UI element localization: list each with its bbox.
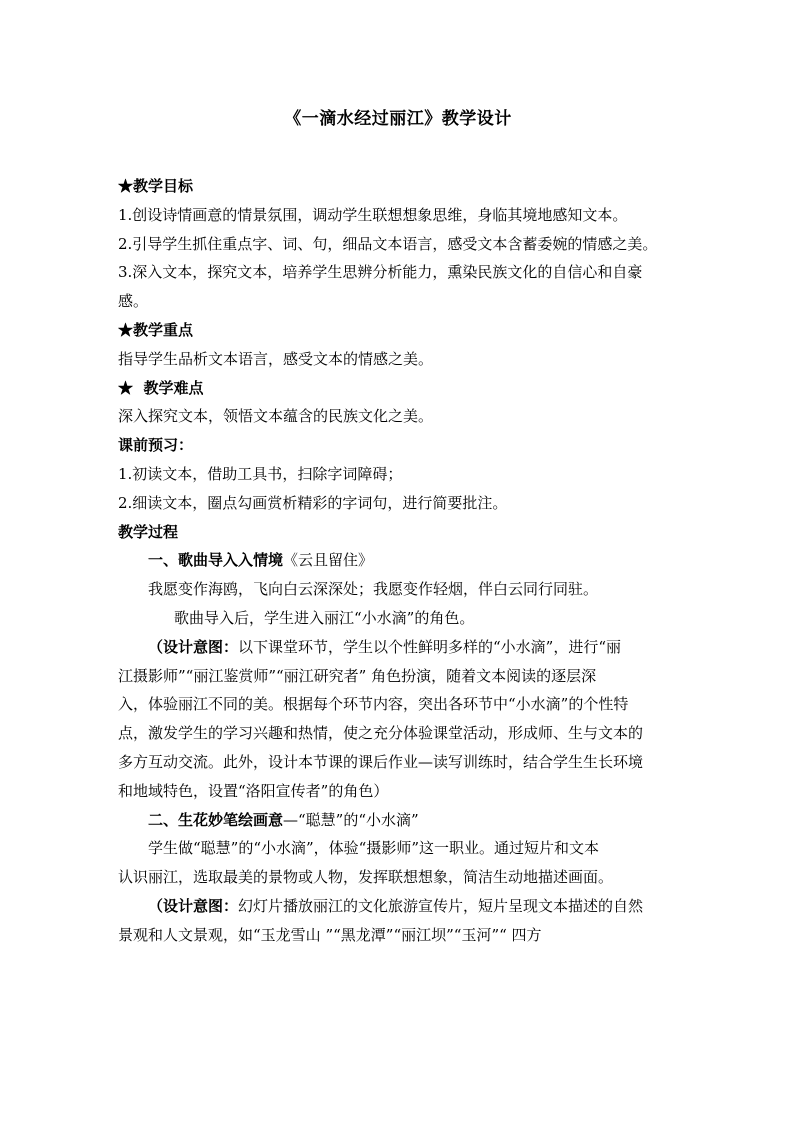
section1-heading-rest: 《云且留住》	[283, 551, 374, 570]
section2-note-label: （设计意图：	[148, 896, 239, 915]
section2-note-line-1	[118, 892, 678, 921]
goals-heading: ★教学目标	[118, 177, 194, 195]
document-body	[118, 172, 678, 950]
goal-item-1: 1.创设诗情画意的情景氛围，调动学生联想想象思维，身临其境地感知文本。	[118, 205, 628, 224]
key-heading: ★教学重点	[118, 320, 194, 339]
preview-item-2: 2.细读文本，圈点勾画赏析精彩的字词句，进行简要批注。	[118, 493, 508, 512]
preview-item-1: 1.初读文本，借助工具书，扫除字词障碍；	[118, 464, 403, 483]
section1-note-line-6: 和地域特色，设置“洛阳宣传者”的角色）	[118, 781, 389, 800]
section1-note-line-3: 入，体验丽江不同的美。根据每个环节内容，突出各环节中“小水滴”的个性特	[118, 695, 629, 714]
section1-note-line-5: 多方互动交流。此外，设计本节课的课后作业—读写训练时，结合学生生长环境	[118, 752, 644, 771]
section1-note-text-1: 以下课堂环节，学生以个性鲜明多样的“小水滴”，进行“丽	[238, 637, 622, 656]
section1-heading	[118, 546, 678, 575]
section2-heading	[118, 806, 678, 835]
goal-item-2: 2.引导学生抓住重点字、词、句，细品文本语言，感受文本含蓄委婉的情感之美。	[118, 234, 658, 253]
preview-heading: 课前预习：	[118, 436, 194, 455]
section1-heading-bold: 一、歌曲导入入情境	[148, 551, 284, 570]
page-title: 《一滴水经过丽江》教学设计	[284, 109, 512, 129]
goal-item-3: 3.深入文本，探究文本，培养学生思辨分析能力，熏染民族文化的自信心和自豪	[118, 263, 643, 282]
section1-after-song: 歌曲导入后，学生进入丽江“小水滴”的角色。	[174, 608, 475, 627]
goal-item-3-continued: 感。	[118, 292, 149, 311]
section2-heading-bold: 二、生花妙笔绘画意	[148, 810, 284, 829]
section1-note-line-1	[118, 633, 678, 662]
section2-note-text-1: 幻灯片播放丽江的文化旅游宣传片，短片呈现文本描述的自然	[238, 896, 644, 915]
section2-note-line-2: 景观和人文景观，如“玉龙雪山 ”“黑龙潭”“丽江坝”“玉河”“ 四方	[118, 925, 542, 944]
section1-note-label: （设计意图：	[148, 637, 239, 656]
section2-para-line-2: 认识丽江，选取最美的景物或人物，发挥联想想象，简洁生动地描述画面。	[118, 868, 614, 887]
section2-para-line-1: 学生做“聪慧”的“小水滴”，体验“摄影师”这一职业。通过短片和文本	[148, 839, 600, 858]
difficulty-text: 深入探究文本，领悟文本蕴含的民族文化之美。	[118, 407, 434, 426]
section2-heading-rest: —“聪慧”的“小水滴”	[283, 810, 419, 829]
section1-note-line-2: 江摄影师”“丽江鉴赏师”“丽江研究者” 角色扮演，随着文本阅读的逐层深	[118, 666, 597, 685]
section1-lyrics: 我愿变作海鸥，飞向白云深深处；我愿变作轻烟，伴白云同行同驻。	[148, 580, 599, 599]
process-heading: 教学过程	[118, 522, 179, 541]
difficulty-heading: ★ 教学难点	[118, 378, 204, 397]
key-text: 指导学生品析文本语言，感受文本的情感之美。	[118, 349, 434, 368]
section1-note-line-4: 点，激发学生的学习兴趣和热情，使之充分体验课堂活动，形成师、生与文本的	[118, 724, 644, 743]
